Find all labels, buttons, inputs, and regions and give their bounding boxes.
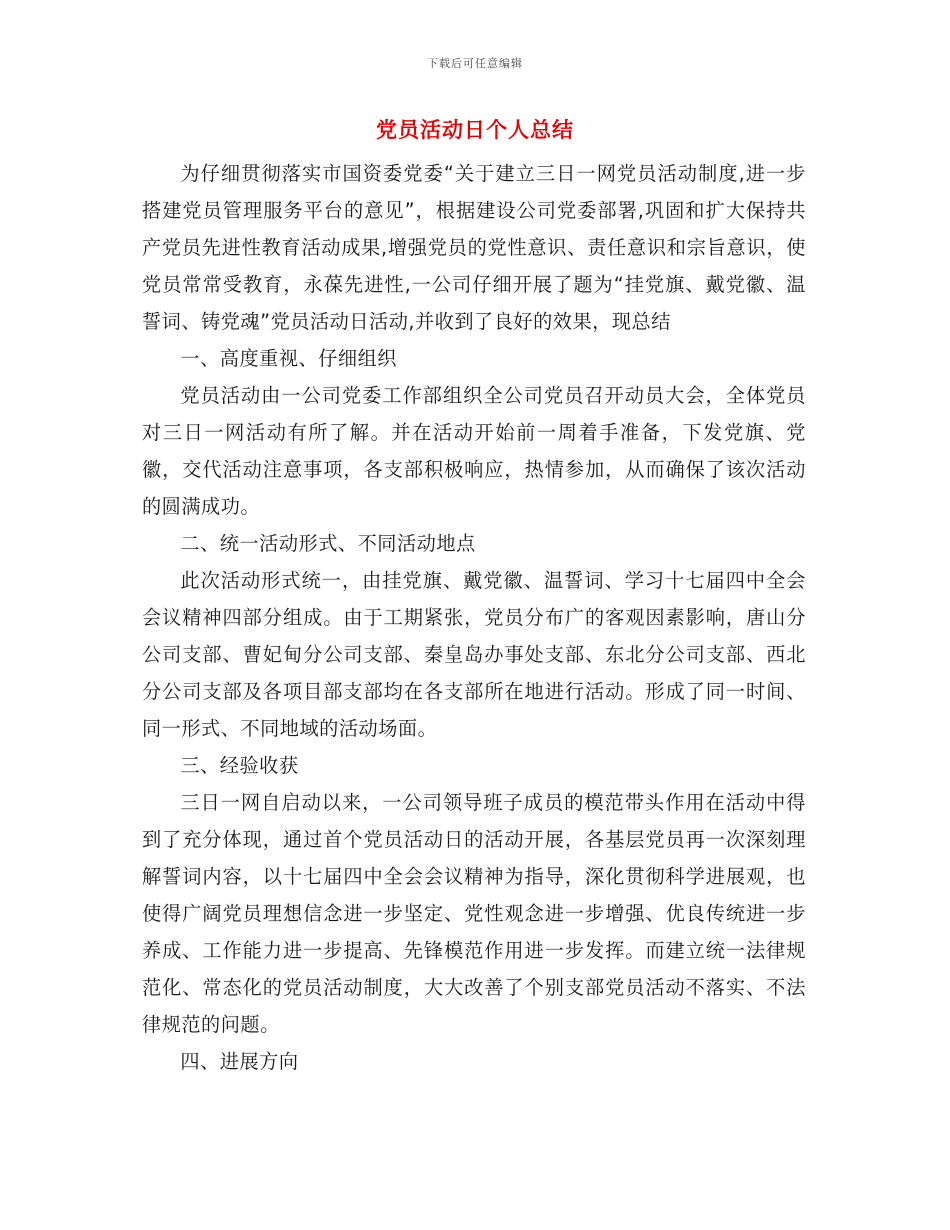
- section-heading-4: 四、进展方向: [180, 1050, 299, 1073]
- document-body: [142, 155, 806, 1080]
- section-heading-1: 一、高度重视、仔细组织: [180, 347, 397, 370]
- header-note: 下载后可任意编辑: [427, 57, 523, 70]
- document-title: 党员活动日个人总结: [376, 118, 574, 142]
- paragraph-section-2: 此次活动形式统一，由挂党旗、戴党徽、温誓词、学习十七届四中全会会议精神四部分组成。由于工期紧张，党员分布广的客观因素影响，唐山分公司支部、曹妃甸分公司支部、秦皇岛办事处支部、东北分公司支部、西北分公司支部及各项目部支部均在各支部所在地进行活动。形成了同一时间、同一形式、不同地域的活动场面。: [142, 569, 806, 740]
- section-heading-3: 三、经验收获: [180, 754, 299, 777]
- paragraph-section-3: 三日一网自启动以来，一公司领导班子成员的模范带头作用在活动中得到了充分体现，通过首个党员活动日的活动开展，各基层党员再一次深刻理解誓词内容，以十七届四中全会会议精神为指导，深化贯彻科学进展观，也使得广阔党员理想信念进一步坚定、党性观念进一步增强、优良传统进一步养成、工作能力进一步提高、先锋模范作用进一步发挥。而建立统一法律规范化、常态化的党员活动制度，大大改善了个别支部党员活动不落实、不法律规范的问题。: [142, 791, 806, 1036]
- section-heading-2: 二、统一活动形式、不同活动地点: [180, 532, 476, 555]
- paragraph-section-1: 党员活动由一公司党委工作部组织全公司党员召开动员大会，全体党员对三日一网活动有所了解。并在活动开始前一周着手准备，下发党旗、党徽，交代活动注意事项，各支部积极响应，热情参加，从而确保了该次活动的圆满成功。: [142, 384, 806, 518]
- paragraph-intro: 为仔细贯彻落实市国资委党委“关于建立三日一网党员活动制度,进一步搭建党员管理服务平台的意见”，根据建设公司党委部署,巩固和扩大保持共产党员先进性教育活动成果,增强党员的党性意识、责任意识和宗旨意识，使党员常常受教育，永葆先进性,一公司仔细开展了题为“挂党旗、戴党徽、温誓词、铸党魂”党员活动日活动,并收到了良好的效果，现总结: [142, 162, 806, 333]
